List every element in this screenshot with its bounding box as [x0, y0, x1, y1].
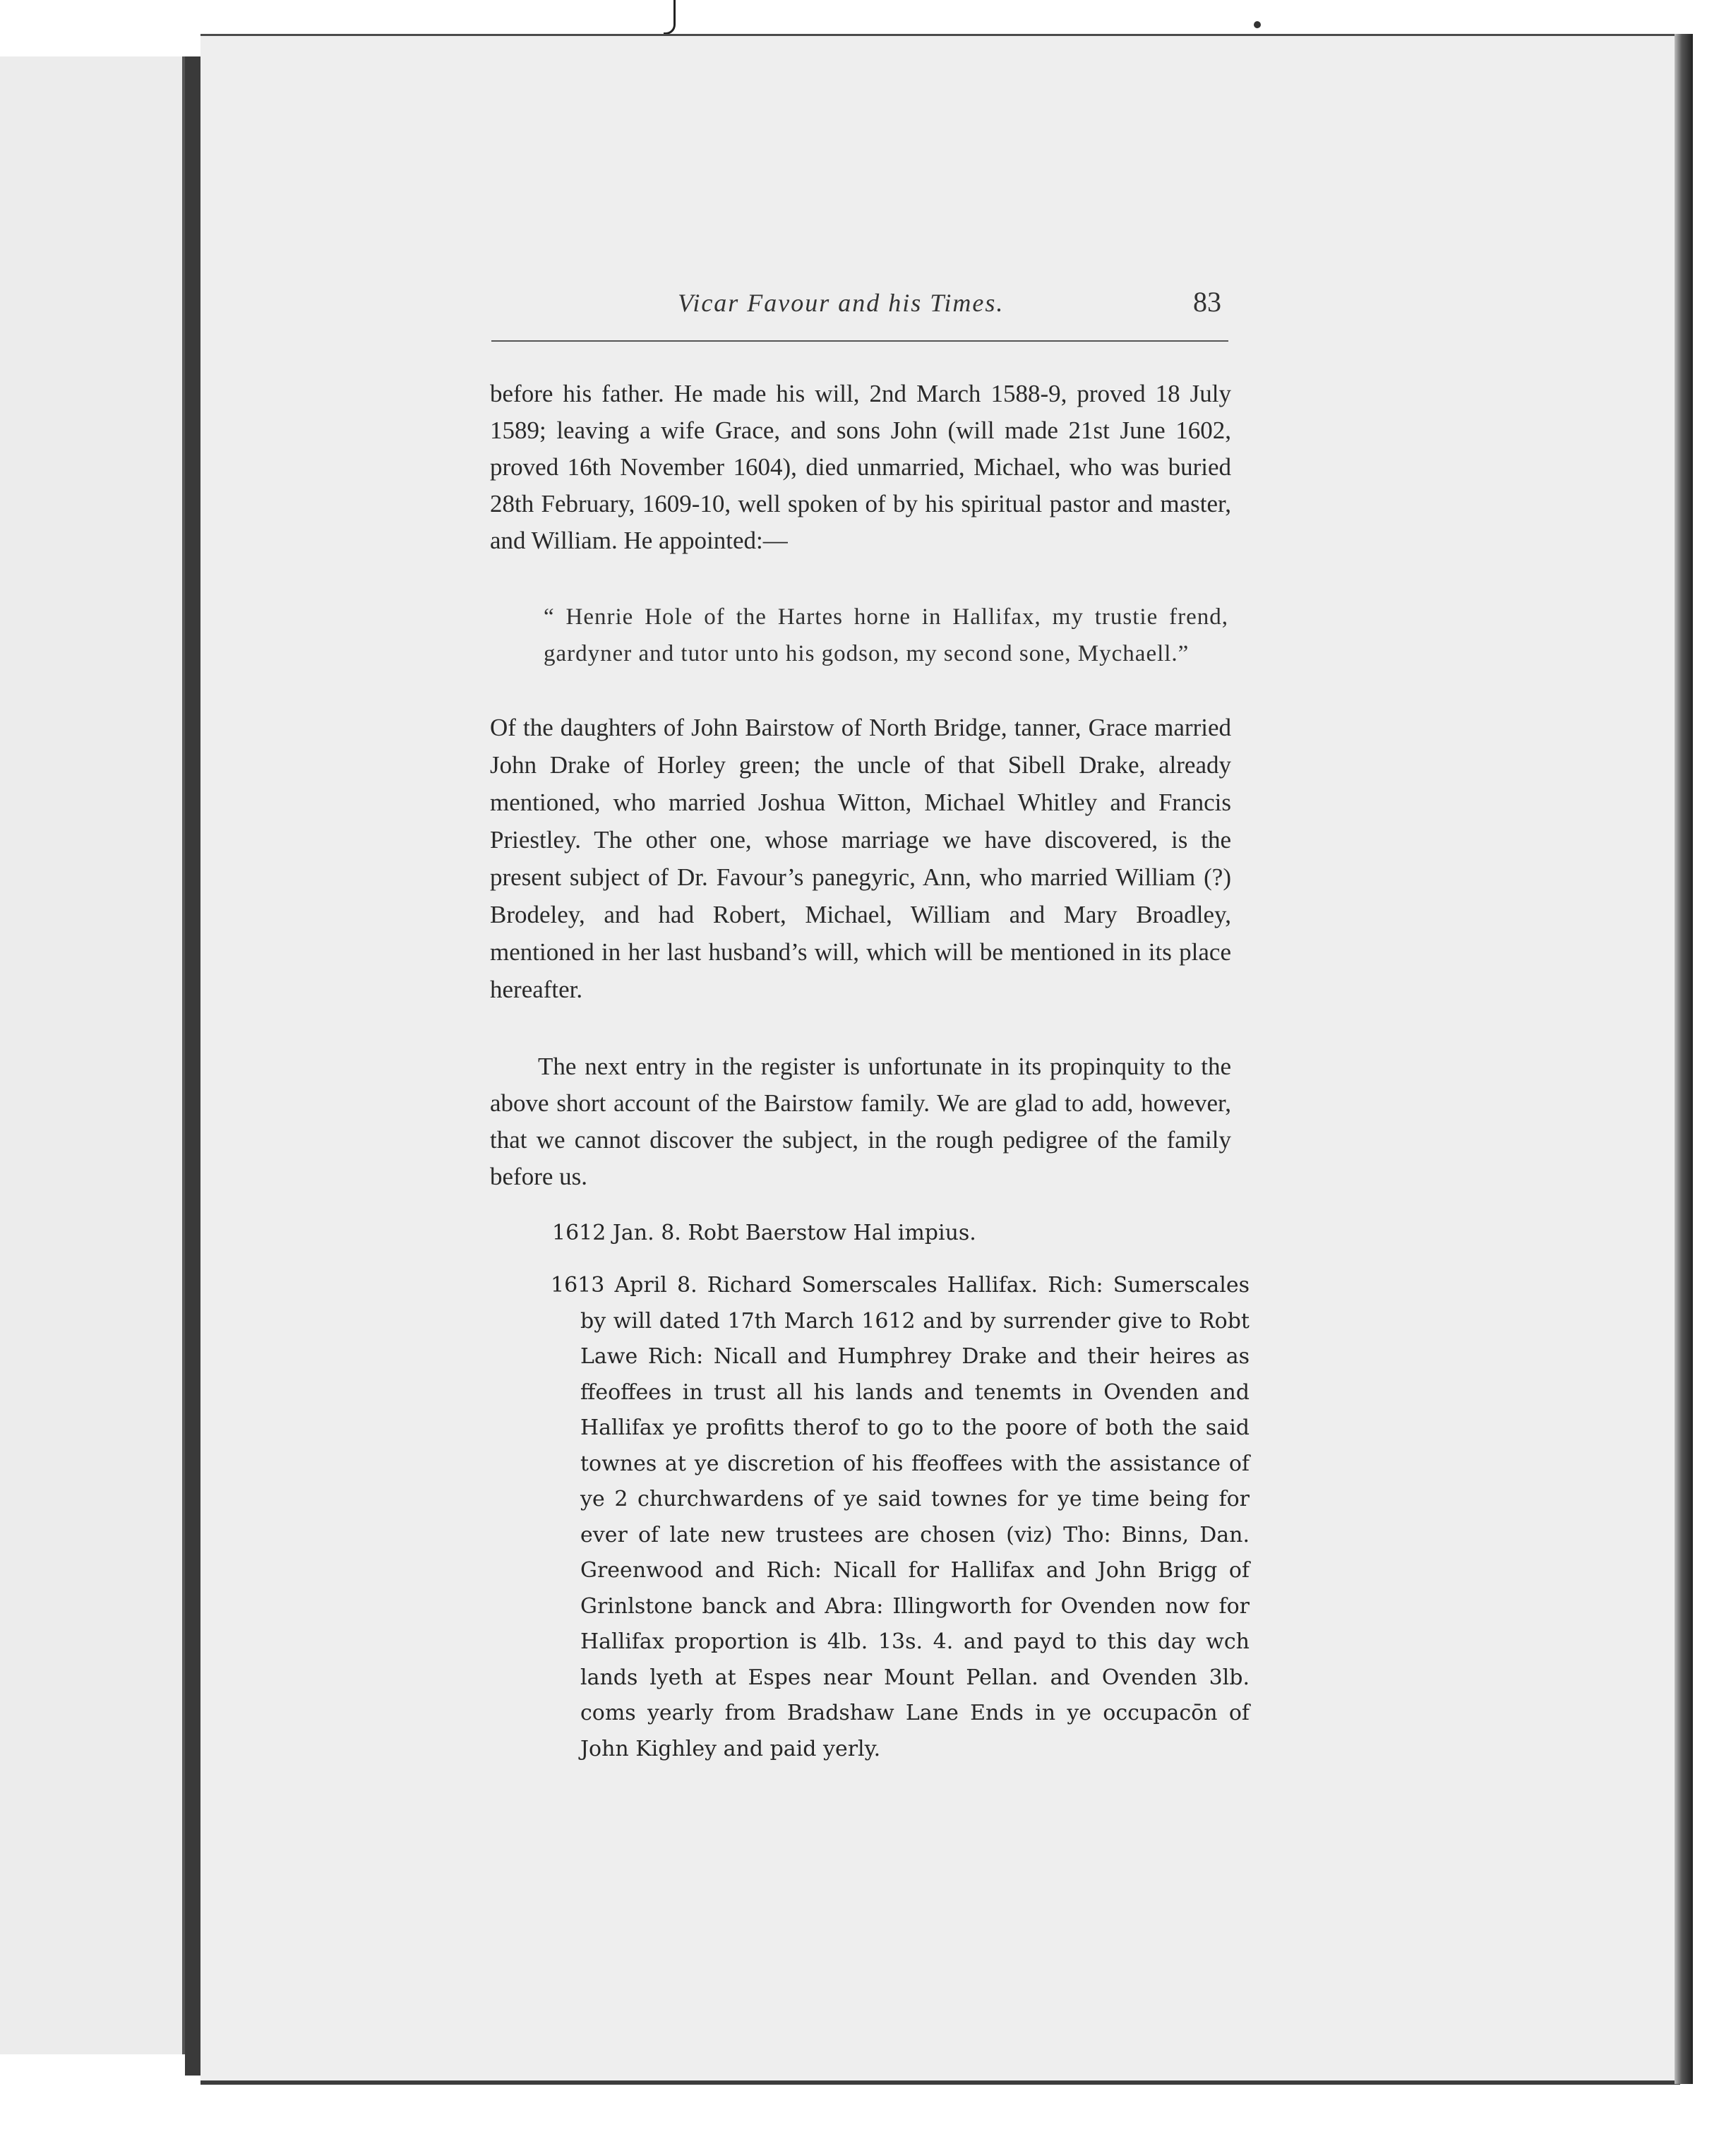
register-entry-1612: 1612 Jan. 8. Robt Baerstow Hal impius. [552, 1221, 976, 1245]
header-rule [491, 340, 1228, 342]
block-quote-henrie-hole: “ Henrie Hole of the Hartes horne in Hallifax, my trustie frend, gardyner and tutor unto his godson, my second sone, Mychaell.” [544, 604, 1228, 666]
register-entry-1613-heading: 1613 April 8. Richard Somerscales Hallifax. [551, 1273, 1038, 1298]
page-edge [1675, 34, 1693, 2084]
paragraph-will-of-bairstow: before his father. He made his will, 2nd March 1588-9, proved 18 July 1589; leaving a wife Grace, and sons John (will made 21st June 1602, proved 16th November 1604), died unmarried, Michael, who was buried 28th February, 1609-10, well spoken of by his spiritual pastor and master, and William. He appointed:— [490, 380, 1231, 554]
paragraph-daughters: Of the daughters of John Bairstow of North Bridge, tanner, Grace married John Drake of Horley green; the uncle of that Sibell Drake, already mentioned, who married Joshua Witton, Michael Whitley and Francis Priestley. The other one, whose marriage we have discovered, is the present subject of Dr. Favour’s panegyric, Ann, who married William (?) Brodeley, and had Robert, Michael, William and Mary Broadley, mentioned in her last husband’s will, which will be mentioned in its place hereafter. [490, 714, 1231, 1003]
scan-mark [664, 0, 676, 35]
binding-gutter [185, 56, 200, 2076]
register-entry-1613 [551, 1268, 1250, 1767]
page-number: 83 [1193, 286, 1221, 318]
paragraph-next-entry: The next entry in the register is unfortunate in its propinquity to the above short account of the Bairstow family. We are glad to add, however, that we cannot discover the subject, in the rough pedigree of the family before us. [490, 1053, 1231, 1190]
scan-speck [1254, 21, 1261, 28]
running-title: Vicar Favour and his Times. [678, 289, 1005, 317]
facing-page [0, 56, 185, 2054]
register-entry-1613-body: Rich: Sumerscales by will dated 17th March 1612 and by surrender give to Robt Lawe Rich: Nicall and Humphrey Drake and their heires as ffeoffees in trust all his lands and tenemts in Ovenden and Hallifax ye profitts therof to go to the poore of both the said townes at ye discretion of his ffeoffees with the assistance of ye 2 churchwardens of ye said townes for ye time being for ever of late new trustees are chosen (viz) Tho: Binns, Dan. Greenwood and Rich: Nicall for Hallifax and John Brigg of Grinlstone banck and Abra: Illingworth for Ovenden now for Hallifax proportion is 4lb. 13s. 4. and payd to this day wch lands lyeth at Espes near Mount Pellan. and Ovenden 3lb. coms yearly from Bradshaw Lane Ends in ye occupacōn of John Kighley and paid yerly. [580, 1273, 1250, 1761]
